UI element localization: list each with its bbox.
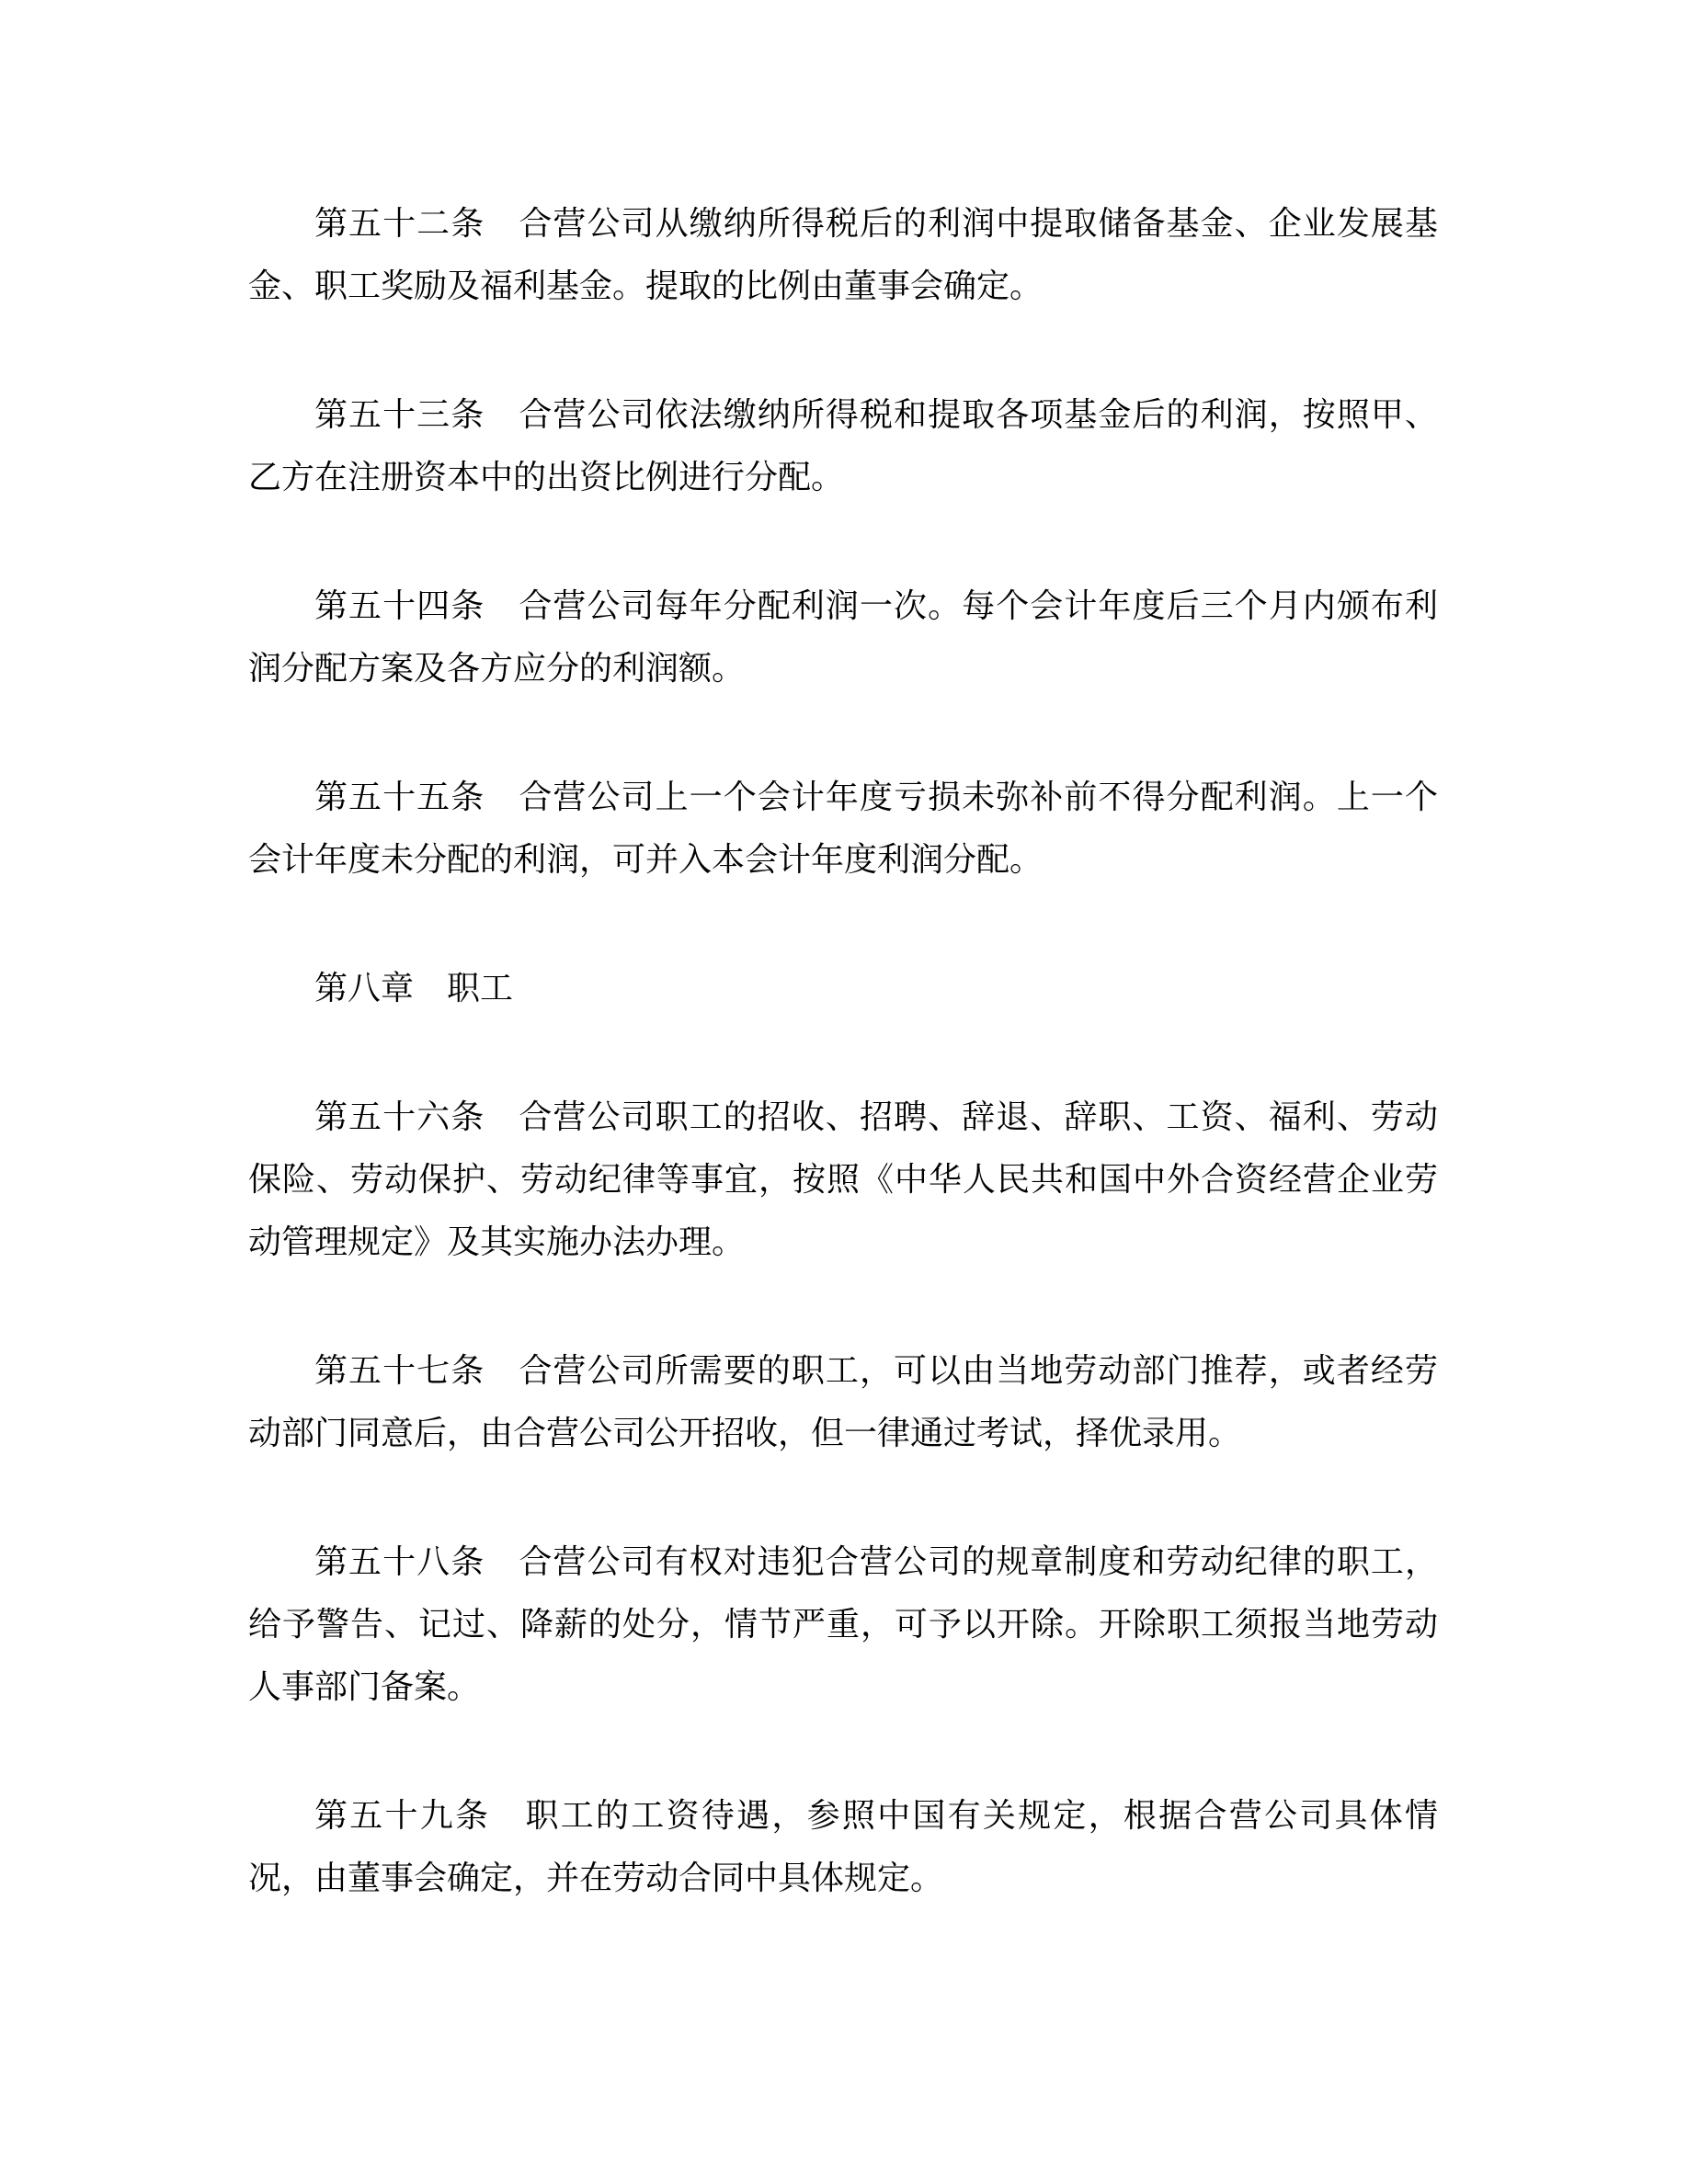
article-paragraph: 第五十六条 合营公司职工的招收、招聘、辞退、辞职、工资、福利、劳动保险、劳动保护、劳动纪律等事宜，按照《中华人民共和国中外合资经营企业劳动管理规定》及其实施办法办理。 xyxy=(248,1098,1438,1260)
article-paragraph: 第五十三条 合营公司依法缴纳所得税和提取各项基金后的利润，按照甲、乙方在注册资本中的出资比例进行分配。 xyxy=(248,396,1438,495)
article-paragraph: 第五十七条 合营公司所需要的职工，可以由当地劳动部门推荐，或者经劳动部门同意后，由合营公司公开招收，但一律通过考试，择优录用。 xyxy=(248,1352,1438,1451)
article-paragraph: 第五十九条 职工的工资待遇，参照中国有关规定，根据合营公司具体情况，由董事会确定，并在劳动合同中具体规定。 xyxy=(248,1797,1438,1896)
article-paragraph: 第五十五条 合营公司上一个会计年度亏损未弥补前不得分配利润。上一个会计年度未分配的利润，可并入本会计年度利润分配。 xyxy=(248,779,1438,878)
article-paragraph: 第五十四条 合营公司每年分配利润一次。每个会计年度后三个月内颁布利润分配方案及各方应分的利润额。 xyxy=(248,587,1438,687)
article-paragraph: 第五十八条 合营公司有权对违犯合营公司的规章制度和劳动纪律的职工，给予警告、记过、降薪的处分，情节严重，可予以开除。开除职工须报当地劳动人事部门备案。 xyxy=(248,1543,1438,1705)
article-paragraph: 第五十二条 合营公司从缴纳所得税后的利润中提取储备基金、企业发展基金、职工奖励及福利基金。提取的比例由董事会确定。 xyxy=(248,205,1438,304)
document-body xyxy=(248,192,1438,1909)
chapter-heading: 第八章 职工 xyxy=(314,970,514,1007)
